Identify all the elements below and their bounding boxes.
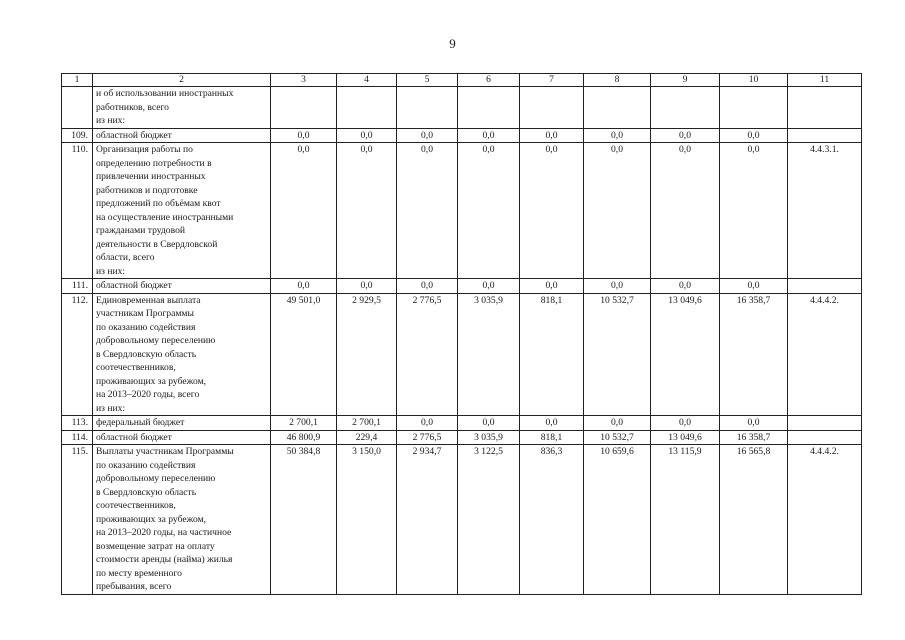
value-cell: 0,0 [584, 143, 651, 279]
description-line: добровольному переселению [96, 473, 216, 484]
value-cell: 2 929,5 [337, 293, 397, 416]
description-line: соотечественников, [96, 362, 176, 373]
value-cell: 0,0 [397, 279, 458, 294]
value-cell [720, 87, 788, 129]
value-cell: 0,0 [271, 143, 337, 279]
value-cell: 0,0 [584, 279, 651, 294]
table-row [62, 87, 862, 129]
description-line: определению потребности в [96, 157, 212, 169]
row-description [93, 430, 271, 445]
row-number: 112. [62, 293, 93, 416]
value-cell: 0,0 [520, 128, 584, 143]
row-number: 111. [62, 279, 93, 294]
value-cell: 0,0 [651, 279, 720, 294]
value-cell: 3 122,5 [458, 445, 520, 595]
value-cell: 0,0 [651, 128, 720, 143]
value-cell: 0,0 [458, 128, 520, 143]
value-cell [271, 87, 337, 129]
description-line: из них: [96, 115, 126, 126]
value-cell: 2 934,7 [397, 445, 458, 595]
description-line: работников и подготовке [96, 184, 198, 196]
value-cell [337, 87, 397, 129]
value-cell: 13 115,9 [651, 445, 720, 595]
program-code: 4.4.4.2. [788, 445, 862, 595]
table-header-row [62, 74, 862, 87]
program-code [788, 430, 862, 445]
description-line: по оказанию содействия [96, 321, 196, 333]
description-line: возмещение затрат на оплату [96, 540, 215, 552]
header-cell: 10 [720, 74, 788, 87]
value-cell: 16 358,7 [720, 430, 788, 445]
value-cell: 0,0 [520, 416, 584, 431]
description-line: в Свердловскую область [96, 486, 197, 498]
value-cell: 0,0 [520, 279, 584, 294]
row-description [93, 143, 271, 279]
value-cell: 0,0 [651, 143, 720, 279]
row-description [93, 445, 271, 595]
value-cell: 50 384,8 [271, 445, 337, 595]
value-cell: 10 659,6 [584, 445, 651, 595]
value-cell: 0,0 [458, 416, 520, 431]
description-line: области, всего [96, 252, 155, 263]
description-line: гражданами трудовой [96, 225, 185, 236]
row-description [93, 128, 271, 143]
row-number: 115. [62, 445, 93, 595]
description-line: пребывания, всего [96, 581, 172, 592]
table-row [62, 430, 862, 445]
value-cell: 0,0 [337, 279, 397, 294]
description-line: в Свердловскую область [96, 348, 197, 360]
value-cell: 16 565,8 [720, 445, 788, 595]
row-description [93, 87, 271, 129]
table-row [62, 143, 862, 279]
value-cell [651, 87, 720, 129]
header-cell: 1 [62, 74, 93, 87]
value-cell: 0,0 [337, 128, 397, 143]
description-line: привлечении иностранных [96, 171, 206, 182]
row-number: 110. [62, 143, 93, 279]
value-cell: 2 700,1 [337, 416, 397, 431]
header-cell: 6 [458, 74, 520, 87]
table-row [62, 279, 862, 294]
value-cell: 0,0 [271, 128, 337, 143]
value-cell: 3 035,9 [458, 293, 520, 416]
value-cell: 3 150,0 [337, 445, 397, 595]
value-cell: 13 049,6 [651, 430, 720, 445]
value-cell: 0,0 [720, 416, 788, 431]
header-cell: 4 [337, 74, 397, 87]
row-description [93, 293, 271, 416]
header-cell: 2 [93, 74, 271, 87]
program-code [788, 128, 862, 143]
description-line: областной бюджет [96, 129, 172, 141]
description-line: Выплаты участникам Программы [96, 446, 234, 457]
description-line: предложений по объёмам квот [96, 198, 221, 209]
value-cell: 0,0 [271, 279, 337, 294]
value-cell [584, 87, 651, 129]
value-cell: 0,0 [720, 143, 788, 279]
row-number [62, 87, 93, 129]
value-cell: 2 776,5 [397, 293, 458, 416]
description-line: стоимости аренды (найма) жилья [96, 554, 233, 565]
value-cell: 2 776,5 [397, 430, 458, 445]
value-cell: 0,0 [720, 279, 788, 294]
description-line: из них: [96, 265, 126, 277]
header-cell: 8 [584, 74, 651, 87]
value-cell: 836,3 [520, 445, 584, 595]
row-number: 114. [62, 430, 93, 445]
value-cell: 0,0 [397, 128, 458, 143]
value-cell: 0,0 [397, 416, 458, 431]
value-cell [458, 87, 520, 129]
description-line: проживающих за рубежом, [96, 375, 207, 387]
budget-table [61, 73, 862, 595]
description-line: работников, всего [96, 101, 169, 113]
table-row [62, 128, 862, 143]
description-line: Единовременная выплата [96, 294, 201, 306]
row-number: 113. [62, 416, 93, 431]
value-cell: 229,4 [337, 430, 397, 445]
value-cell: 0,0 [651, 416, 720, 431]
table-row [62, 293, 862, 416]
value-cell: 0,0 [397, 143, 458, 279]
description-line: соотечественников, [96, 500, 176, 511]
description-line: областной бюджет [96, 431, 172, 443]
description-line: Организация работы по [96, 144, 193, 155]
value-cell: 3 035,9 [458, 430, 520, 445]
description-line: деятельности в Свердловской [96, 238, 218, 250]
value-cell: 0,0 [337, 143, 397, 279]
program-code [788, 87, 862, 129]
description-line: добровольному переселению [96, 335, 216, 346]
header-cell: 3 [271, 74, 337, 87]
value-cell: 46 800,9 [271, 430, 337, 445]
value-cell: 10 532,7 [584, 293, 651, 416]
value-cell: 0,0 [720, 128, 788, 143]
description-line: проживающих за рубежом, [96, 513, 207, 525]
value-cell: 0,0 [584, 128, 651, 143]
table-row [62, 416, 862, 431]
program-code: 4.4.3.1. [788, 143, 862, 279]
row-description [93, 279, 271, 294]
header-cell: 11 [788, 74, 862, 87]
description-line: из них: [96, 402, 126, 414]
row-description [93, 416, 271, 431]
description-line: областной бюджет [96, 280, 172, 291]
program-code [788, 279, 862, 294]
program-code: 4.4.4.2. [788, 293, 862, 416]
table-row [62, 445, 862, 595]
value-cell: 0,0 [520, 143, 584, 279]
value-cell: 0,0 [584, 416, 651, 431]
value-cell: 0,0 [458, 143, 520, 279]
header-cell: 9 [651, 74, 720, 87]
value-cell: 2 700,1 [271, 416, 337, 431]
page-number: 9 [449, 36, 456, 51]
value-cell: 818,1 [520, 293, 584, 416]
value-cell: 13 049,6 [651, 293, 720, 416]
header-cell: 7 [520, 74, 584, 87]
program-code [788, 416, 862, 431]
description-line: на осуществление иностранными [96, 211, 234, 223]
description-line: на 2013–2020 годы, всего [96, 389, 200, 400]
row-number: 109. [62, 128, 93, 143]
value-cell: 0,0 [458, 279, 520, 294]
value-cell [397, 87, 458, 129]
value-cell: 16 358,7 [720, 293, 788, 416]
description-line: участникам Программы [96, 308, 194, 319]
description-line: и об использовании иностранных [96, 88, 234, 99]
value-cell: 49 501,0 [271, 293, 337, 416]
value-cell: 818,1 [520, 430, 584, 445]
description-line: по оказанию содействия [96, 459, 196, 471]
header-cell: 5 [397, 74, 458, 87]
value-cell [520, 87, 584, 129]
value-cell: 10 532,7 [584, 430, 651, 445]
description-line: по месту временного [96, 567, 182, 579]
description-line: на 2013–2020 годы, на частичное [96, 527, 232, 538]
description-line: федеральный бюджет [96, 417, 185, 428]
